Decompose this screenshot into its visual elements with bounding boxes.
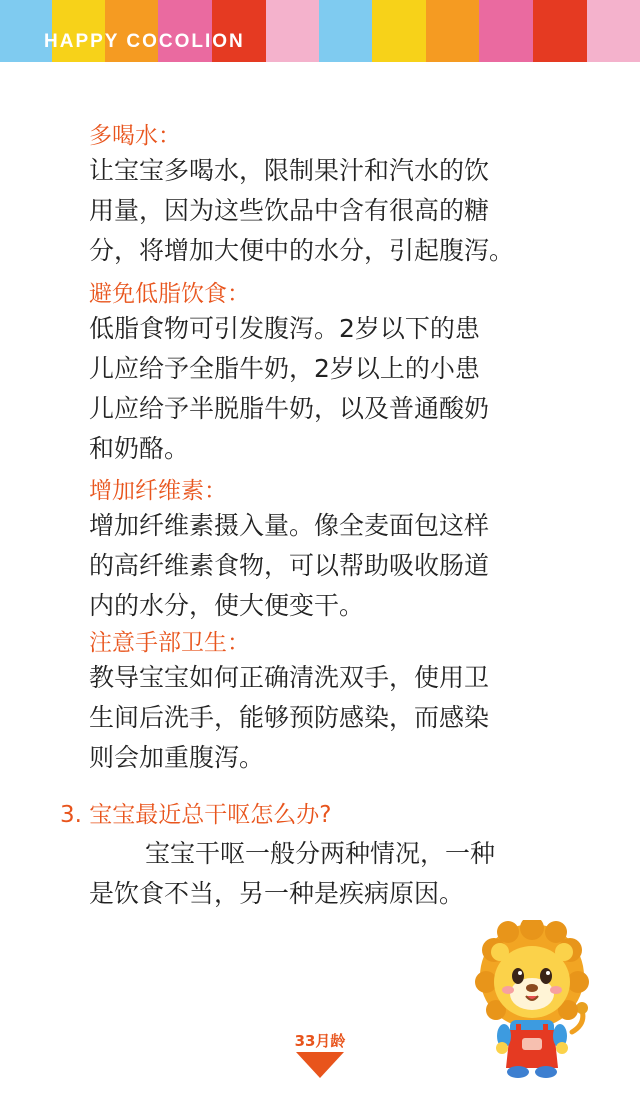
stripe <box>266 0 319 62</box>
section-heading-fiber: 增加纤维素： <box>89 478 227 504</box>
text-line: 教导宝宝如何正确清洗双手，使用卫 <box>89 663 490 692</box>
text-line: 和奶酪。 <box>89 434 190 463</box>
section-text-hygiene <box>89 658 489 778</box>
section-text-water <box>89 151 514 271</box>
stripe <box>372 0 426 62</box>
stripe <box>319 0 372 62</box>
text-line: 生间后洗手，能够预防感染，而感染 <box>89 703 490 732</box>
text-line: 宝宝干呕一般分两种情况，一种 <box>145 839 496 868</box>
section-text-fiber <box>89 506 489 626</box>
text-line: 儿应给予全脂牛奶，2岁以上的小患 <box>89 354 480 383</box>
text-line: 的高纤维素食物，可以帮助吸收肠道 <box>89 551 490 580</box>
section-heading-water: 多喝水： <box>89 123 181 149</box>
stripe <box>533 0 587 62</box>
text-line: 让宝宝多喝水，限制果汁和汽水的饮 <box>89 156 490 185</box>
question-text <box>89 834 495 914</box>
text-line: 增加纤维素摄入量。像全麦面包这样 <box>89 511 490 540</box>
question-title: 3. 宝宝最近总干呕怎么办? <box>60 802 332 828</box>
text-line: 用量，因为这些饮品中含有很高的糖 <box>89 196 490 225</box>
section-heading-hygiene: 注意手部卫生： <box>89 630 250 656</box>
lion-mascot-illustration <box>474 920 594 1080</box>
text-line: 是饮食不当，另一种是疾病原因。 <box>89 879 465 908</box>
section-heading-lowfat: 避免低脂饮食： <box>89 281 250 307</box>
down-arrow-icon <box>296 1052 344 1078</box>
stripe <box>479 0 533 62</box>
stripe <box>426 0 479 62</box>
text-line: 则会加重腹泻。 <box>89 743 265 772</box>
text-line: 内的水分，使大便变干。 <box>89 591 365 620</box>
text-line: 分，将增加大便中的水分，引起腹泻。 <box>89 236 515 265</box>
stripe <box>587 0 640 62</box>
text-line: 儿应给予半脱脂牛奶，以及普通酸奶 <box>89 394 490 423</box>
section-text-lowfat <box>89 309 489 469</box>
text-line: 低脂食物可引发腹泻。2岁以下的患 <box>89 314 480 343</box>
page-label: 33月龄 <box>294 1032 346 1050</box>
brand-title: HAPPY COCOLION <box>44 31 245 52</box>
